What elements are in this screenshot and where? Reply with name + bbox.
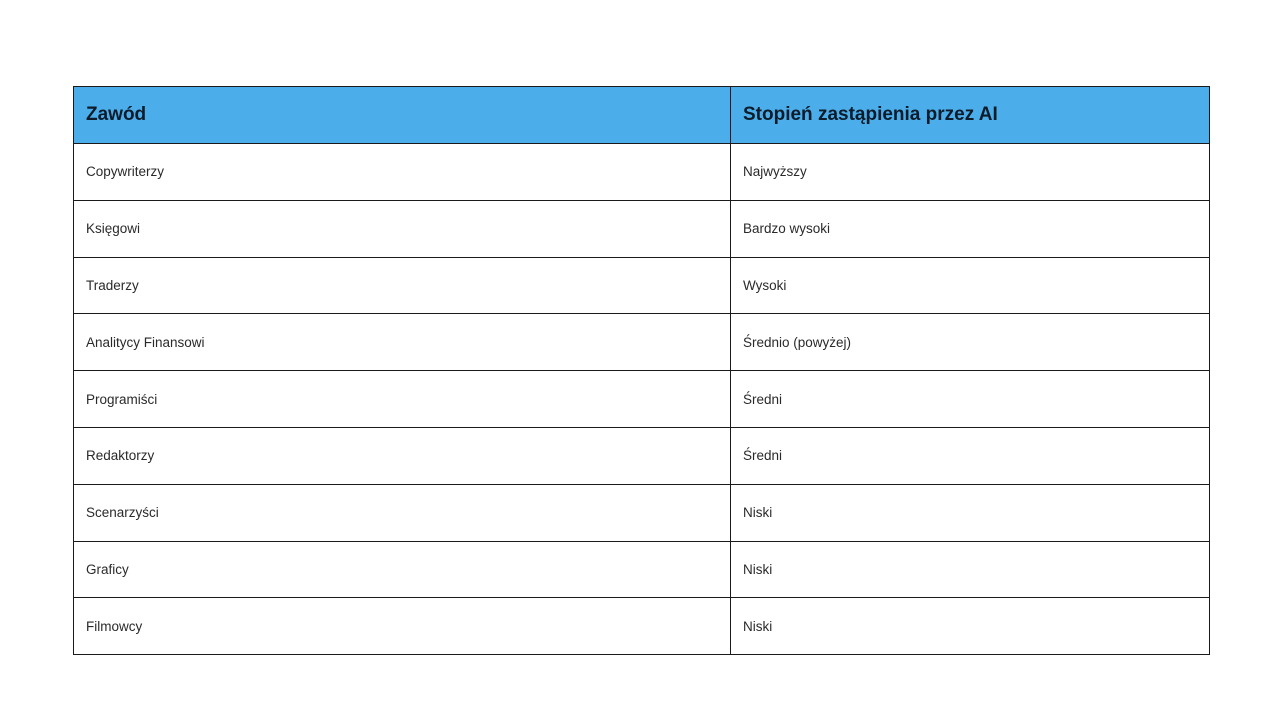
cell-replacement-level: Średni [731,427,1210,484]
ai-replacement-table [73,86,1210,655]
table-body [74,144,1210,655]
table-row [74,314,1210,371]
table-header [74,87,1210,144]
cell-replacement-level: Średnio (powyżej) [731,314,1210,371]
cell-replacement-level: Bardzo wysoki [731,200,1210,257]
cell-profession: Graficy [74,541,731,598]
header-cell-replacement-level: Stopień zastąpienia przez AI [731,87,1210,144]
cell-replacement-level: Niski [731,598,1210,655]
cell-profession: Księgowi [74,200,731,257]
cell-profession: Analitycy Finansowi [74,314,731,371]
header-row [74,87,1210,144]
cell-profession: Programiści [74,371,731,428]
cell-profession: Filmowcy [74,598,731,655]
table-row [74,484,1210,541]
cell-profession: Copywriterzy [74,144,731,201]
table-container [73,86,1209,655]
header-cell-profession: Zawód [74,87,731,144]
cell-profession: Redaktorzy [74,427,731,484]
cell-replacement-level: Średni [731,371,1210,428]
cell-replacement-level: Niski [731,484,1210,541]
cell-replacement-level: Najwyższy [731,144,1210,201]
cell-replacement-level: Niski [731,541,1210,598]
cell-replacement-level: Wysoki [731,257,1210,314]
table-row [74,144,1210,201]
table-row [74,371,1210,428]
table-row [74,257,1210,314]
table-row [74,200,1210,257]
table-row [74,598,1210,655]
table-row [74,541,1210,598]
table-row [74,427,1210,484]
cell-profession: Scenarzyści [74,484,731,541]
cell-profession: Traderzy [74,257,731,314]
